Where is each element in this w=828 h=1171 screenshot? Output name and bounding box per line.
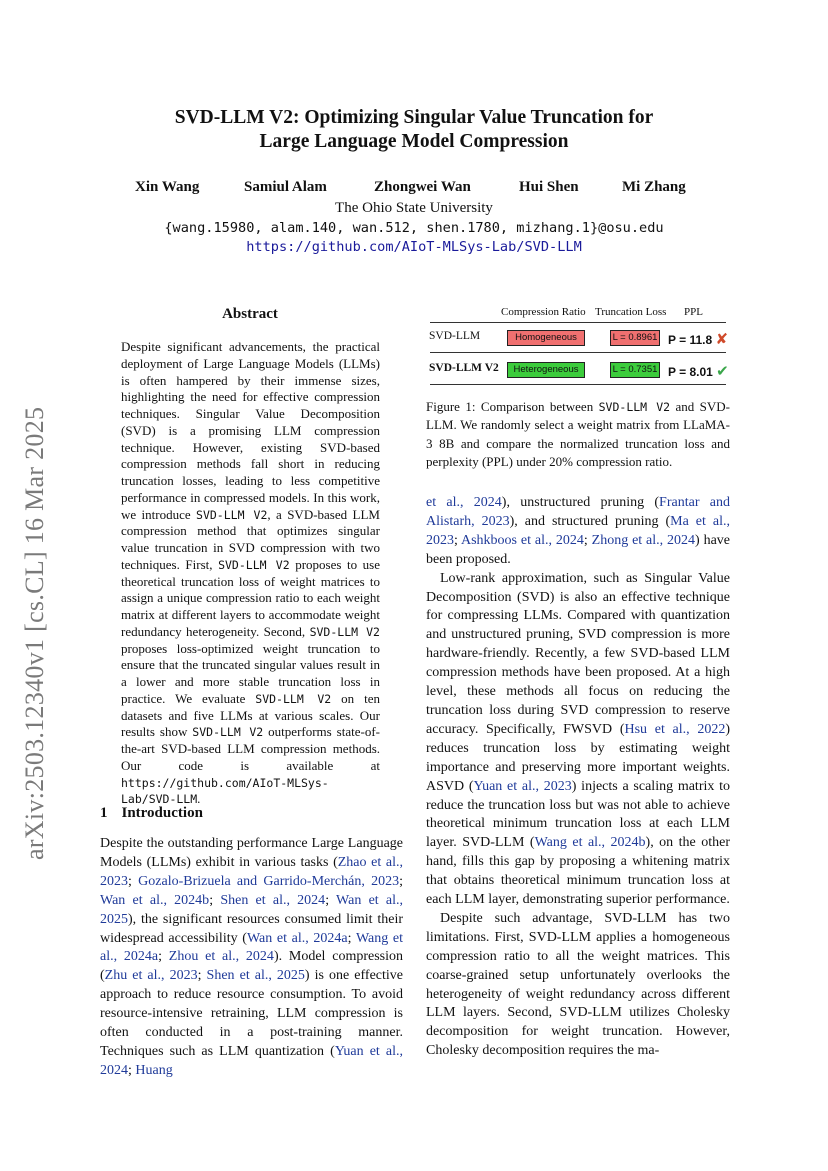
fig-col-header: Compression Ratio <box>501 306 586 318</box>
repo-link[interactable]: https://github.com/AIoT-MLSys-Lab/SVD-LLM <box>246 239 582 255</box>
figure-1 <box>426 300 730 390</box>
fig-ratio-box: Homogeneous <box>507 330 585 346</box>
title-line-1: SVD-LLM V2: Optimizing Singular Value Truncation for <box>174 107 654 128</box>
affiliation: The Ohio State University <box>335 200 493 216</box>
citation-link[interactable]: Zhou et al., 2024 <box>168 949 274 965</box>
intro-left-column: Despite the outstanding performance Large Language Models (LLMs) exhibit in various tasks (Zhao et al., 2023; Gozalo-Brizuela and Garrido-Merchán, 2023; Wan et al., 2024b; Shen et al., 2024; Wan et al., 2025), the significant resources consumed limit their widespread accessibility (Wan et al., 2024a; Wang et al., 2024a; Zhou et al., 2024). Model compression (Zhu et al., 2023; Shen et al., 2025) is one effective approach to reduce resource consumption. To avoid resource-intensive retraining, LLM compression is often conducted in a post-training manner. Techniques such as LLM quantization (Yuan et al., 2024; Huang <box>100 836 404 1078</box>
fig-rule <box>430 322 726 323</box>
citation-link[interactable]: Zhao et al., 2023 <box>100 854 403 889</box>
section-heading: 1 Introduction <box>100 805 203 821</box>
citation-link[interactable]: Wan et al., 2024a <box>246 930 348 946</box>
citation-link[interactable]: Wan et al., 2024b <box>100 892 210 908</box>
cross-icon: ✘ <box>715 331 729 348</box>
abstract-body: Despite significant advancements, the practical deployment of Large Language Models (LLMs) is often hampered by their immense sizes, highlighting the need for effective compression techniques. Singular Value Decomposition (SVD) is a promising LLM compression technique. However, existing SVD-based compression methods fall short in reducing truncation losses, leading to less competitive performance in compressed models. In this work, we introduce SVD-LLM V2, a SVD-based LLM compression method that optimizes singular value truncation in SVD compression with two techniques. First, SVD-LLM V2 proposes to use theoretical truncation loss of weight matrices to assign a unique compression ratio to each weight matrix at different layers to accommodate weight redundancy heterogeneity. Second, SVD-LLM V2 proposes loss-optimized weight truncation to ensure that the truncated singular values result in a lower and more stable truncation loss in practice. We evaluate SVD-LLM V2 on ten datasets and five LLMs at various scales. Our results show SVD-LLM V2 outperforms state-of-the-art SVD-based LLM compression methods. Our code is available at https://github.com/AIoT-MLSys-Lab/SVD-LLM. <box>121 339 380 807</box>
citation-link[interactable]: Zhong et al., 2024 <box>591 532 696 548</box>
citation-link[interactable]: Frantar and Alistarh, 2023 <box>426 495 730 529</box>
citation-link[interactable]: Huang <box>135 1062 173 1078</box>
abstract-heading: Abstract <box>222 306 278 322</box>
intro-right-column <box>426 494 730 1061</box>
fig-loss-box: L = 0.7351 <box>610 362 660 378</box>
paragraph: Despite such advantage, SVD-LLM has two limitations. First, SVD-LLM applies a homogeneous compression ratio to all the weight matrices. This coarse-grained setup unfortunately overlooks the heterogeneity of weight redundancy across different LLM layers. Second, SVD-LLM utilizes Cholesky decomposition for weight truncation. However, Cholesky decomposition requires the ma- <box>426 910 730 1059</box>
citation-link[interactable]: Zhu et al., 2023 <box>104 968 198 984</box>
fig-row-label: SVD-LLM <box>429 330 481 342</box>
citation-link[interactable]: Shen et al., 2024 <box>220 892 326 908</box>
author-name: Zhongwei Wan <box>374 179 471 195</box>
citation-link[interactable]: Yuan et al., 2024 <box>100 1043 403 1078</box>
citation-link[interactable]: Hsu et al., 2022 <box>624 721 726 737</box>
fig-ppl-value: P = 11.8 ✘ <box>668 331 729 348</box>
paragraph: et al., 2024), unstructured pruning (Frantar and Alistarh, 2023), and structured pruning (Ma et al., 2023; Ashkboos et al., 2024; Zhong et al., 2024) have been proposed. <box>426 495 731 567</box>
author-name: Xin Wang <box>135 179 200 195</box>
title-line-2: Large Language Model Compression <box>259 131 569 152</box>
fig-row-label: SVD-LLM V2 <box>429 362 499 374</box>
author-name: Samiul Alam <box>244 179 327 195</box>
check-icon: ✔ <box>716 363 729 380</box>
citation-link[interactable]: Shen et al., 2025 <box>206 968 305 984</box>
fig-col-header: Truncation Loss <box>595 306 667 318</box>
fig-ppl-value: P = 8.01 ✔ <box>668 363 729 380</box>
paper-title <box>0 106 828 154</box>
citation-link[interactable]: Wang et al., 2024b <box>534 835 646 851</box>
author-name: Mi Zhang <box>622 179 686 195</box>
author-name: Hui Shen <box>519 179 579 195</box>
fig-ratio-box: Heterogeneous <box>507 362 585 378</box>
citation-link[interactable]: Gozalo-Brizuela and Garrido-Merchán, 2023 <box>138 873 400 889</box>
citation-link[interactable]: Wan et al., 2025 <box>100 892 404 927</box>
paragraph: Low-rank approximation, such as Singular Value Decomposition (SVD) is also an effective technique for compressing LLMs. Compared with quantization and unstructured pruning, SVD compression is more hardware-friendly. Recently, a few SVD-based LLM compression methods have been proposed. At a high level, these methods all focus on reducing the truncation loss during SVD compression to reserve accuracy. Specifically, FWSVD (Hsu et al., 2022) reduces truncation loss by estimating weight importance and preserving more important weights. ASVD (Yuan et al., 2023) injects a scaling matrix to reduce the truncation loss but was not able to achieve theoretical minimum truncation loss at each LLM layer. SVD-LLM (Wang et al., 2024b), on the other hand, fills this gap by proposing a whitening matrix that obtains theoretical minimum truncation loss at each LLM layer, demonstrating superior performance. <box>426 570 731 908</box>
figure-caption: Figure 1: Comparison between SVD-LLM V2 and SVD-LLM. We randomly select a weight matrix from LLaMA-3 8B and compare the normalized truncation loss and perplexity (PPL) under 20% compression ratio. <box>426 399 731 469</box>
citation-link[interactable]: et al., 2024 <box>426 495 502 510</box>
author-emails: {wang.15980, alam.140, wan.512, shen.1780, mizhang.1}@osu.edu <box>164 220 664 236</box>
citation-link[interactable]: Ashkboos et al., 2024 <box>461 532 584 548</box>
citation-link[interactable]: Wang et al., 2024a <box>100 930 404 965</box>
citation-link[interactable]: Ma et al., 2023 <box>426 513 731 548</box>
code-link[interactable]: https://github.com/AIoT-MLSys-Lab/SVD-LLM <box>121 775 329 807</box>
fig-col-header: PPL <box>684 306 703 318</box>
fig-loss-box: L = 0.8961 <box>610 330 660 346</box>
fig-rule <box>430 384 726 385</box>
fig-rule <box>430 352 726 353</box>
citation-link[interactable]: Yuan et al., 2023 <box>473 778 572 794</box>
arxiv-stamp: arXiv:2503.12340v1 [cs.CL] 16 Mar 2025 <box>20 406 49 860</box>
